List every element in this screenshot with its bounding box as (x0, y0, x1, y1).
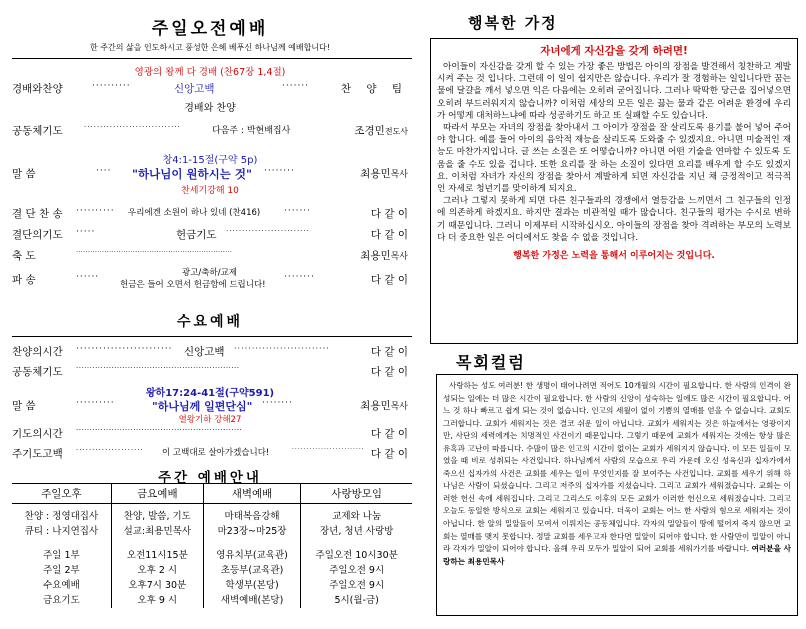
weekly-schedule-title: 주간 예배안내 (158, 470, 262, 486)
praise-subtitle: 경배와 찬양 (184, 103, 236, 114)
wed-prayer-time: 기도의시간 ····························································· 다 같 이 (12, 426, 408, 440)
table-row: 금요기도 오후 9 시 새벽예배(본당) 5시(월-금) (12, 593, 412, 608)
col-sunday-afternoon: 주일오후 (12, 484, 111, 504)
bulletin-right-page (430, 0, 806, 629)
order-community-prayer: 공동체기도 ······························ 다음주 : 박현배집사 조경민전도사 (12, 123, 408, 137)
sunday-service-title: 주일오전예배 (151, 19, 269, 39)
wednesday-service-title: 수요예배 (176, 314, 244, 330)
pastoral-column-body: 사랑하는 성도 여러분! 한 생명이 태어나려면 적어도 10개월의 시간이 필요합니다. 한 사람의 인격이 완성되는 일에는 더 많은 시간이 필요합니다. 한 사람의 신앙이 성숙하는 일에도 많은 시간이 필요합니다. 어느 것 하나 빠르고 쉽게 되는 것이 없습니다. 인고의 세월이 없이 기쁨의 열매를 얻을 수 없습니다. 교회도 그러합니다. 교회가 세워지는 것은 결코 쉬운 일이 아닙니다. 교회가 세워지는 것은 하늘에서는 영광이지만, 사단의 세력에게는 치명적인 사건이기 때문입니다. 그렇기 때문에 교회가 세워지는 것에는 항상 많은 유혹과 고난이 따릅니다. 수많이 많은 인고의 시간이 없이는 교회가 세워지지 않습니다. 이 모든 일들이 모였을 때 비로 성취되는 사건입니다. 하나님께서 사람의 모습으로 우리 가운데 오신 성육신과 십자가에서 죽으신 십자가의 사건은 교회를 세우는 일이 무엇인지를 잘 보여주는 사건입니다. 교회를 세우기 위해 하나님은 사람이 되셨습니다. 그리고 저주의 십자가를 지셨습니다. 그리고 교회가 세워졌습니다. 교회는 이러한 헌신 속에 세워집니다. 그리고 그리스도 이후의 모든 교회가 이러한 헌신으로 세워졌습니다. 그리고 오늘도 동일한 방식으로 교회는 세워지고 있습니다. 더욱이 교회는 어느 한 사람의 힘으로 세워지는 것이 아닙니다. 한 알의 밀알들이 모여서 이뤄지는 공동체입니다. 각자의 밀알들이 땅에 떨어져 죽지 않으면 교회는 열매를 맺지 못합니다. 정말 교회를 세우고자 한다면 밀알이 되어야 합니다. 한 사람만이 밀알이 아니라 각자가 밀알이 되어야 합니다. 올해 우리 모두가 밀알이 되어 교회를 세워가기를 바랍니다. 여러분을 사랑하는 최용민목사 (443, 381, 791, 566)
order-sermon: 말 씀 ···· "하나님이 원하시는 것" ········ 최용민목사 (12, 166, 408, 181)
sunday-intro: 한 주간의 삶을 인도하시고 풍성한 은혜 베푸신 하나님께 예배합니다! (90, 43, 330, 52)
order-decision-prayer: 결단의기도 ····· 헌금기도 ·························· 다 같 이 (12, 227, 408, 241)
family-article-box (430, 38, 798, 344)
order-sending: 파 송 ······ 광고/축하/교제 헌금은 들어 오면서 헌금함에 드립니다! ········ 다 같 이 (12, 268, 408, 290)
sermon-series: 찬세기강해 10 (181, 186, 239, 196)
wed-community-prayer: 공동체기도 ···························································· 다 같 이 (12, 364, 408, 378)
col-small-group: 사랑방모임 (301, 484, 412, 504)
divider (12, 58, 412, 59)
wed-sermon-title: "하나님께 일편단심" (152, 400, 253, 413)
col-dawn: 새벽예배 (203, 484, 301, 504)
call-to-worship: 영광의 왕께 다 경배 (찬67장 1,4절) (134, 67, 286, 78)
family-article-footer: 행복한 가정은 노력을 통해서 이루어지는 것입니다. (513, 251, 715, 262)
order-praise: 경배와찬양 ·········· 신앙고백 ······· 찬 양 팀 (12, 81, 408, 95)
divider (12, 336, 412, 337)
table-row: 수요예배 오후7시 30분 학생부(본당) 주일오전 9시 (12, 578, 412, 593)
family-heading: 행복한 가정 (468, 14, 558, 32)
family-article-body: 아이들이 자신감을 갖게 할 수 있는 가장 좋은 방법은 아이의 장점을 발견해서 칭찬하고 계발시켜 주는 것 입니다. 그런데 이 일이 쉽지만은 않습니다. 우리가 잘 경험하는 일입니다만 꿈는 물에 달걀을 깨서 넣으면 익은 다음에는 오히려 굳어집니다. 그러나 딱딱한 당근을 집어넣으면 오히려 부드러워지지 않습니까? 이처럼 세상의 모든 일은 끓는 물과 같은 어려운 환경에 우리가 어떻게 대처하느냐에 따라 성공하기도 하고 또 실패할 수도 있습니다. 따라서 부모는 자녀의 장점을 찾아내서 그 아이가 장점을 잘 살리도록 용기를 불어 넣어 주어야 합니다. 예를 들어 아이의 음악적 재능을 살리도록 도와줄 수 있겠지요. 아니면 미술적인 재능도 마찬가지입니다. 글 쓰는 소질은 또 어떻습니까? 아니면 어떤 기술을 연마할 수 있도록 도움을 줄 수도 있을 겁니다. 또한 요리를 잘 하는 소질이 있다면 요리를 배우게 할 수도 있겠지요. 이처럼 자녀가 자신의 장점을 찾아서 계발하게 되면 자신감을 지닌 채 긍정적이고 적극적인 자세로 청년기를 맞이하게 되지요. 그러나 그렇지 못하게 되면 다른 친구들과의 경쟁에서 열등감을 느끼면서 그 친구들의 인정에 의존하게 하겠지요. 하지만 결과는 비관적일 때가 많습니다. 친구들의 평가는 수시로 변하기 때문입니다. 그러니 이제부터 시작하십시오. 아이들의 장점을 찾아 격려하는 부모의 노력보다 더 중요한 일은 어디에서도 찾을 수 없을 것입니다. (437, 62, 791, 243)
table-header-row (12, 484, 412, 504)
table-row: 큐티 : 나지연집사 설교:최용민목사 마23장~마25장 장년, 청년 사랑방 (12, 524, 412, 548)
order-benediction: 축 도 ·································································· 최용민목사 (12, 248, 408, 262)
sunday-sermon-title: "하나님이 원하시는 것" (132, 167, 252, 181)
wed-sermon: 말 씀 ·········· "하나님께 일편단심" ········ 최용민목사 (12, 398, 408, 413)
pastoral-column-heading: 목회컬럼 (456, 353, 526, 372)
col-friday: 금요예배 (111, 484, 203, 504)
table-row: 주일 2부 오후 2 시 초등부(교육관) 주일오전 9시 (12, 563, 412, 578)
column-signature: 여러분을 사랑하는 최용민목사 (443, 544, 791, 566)
wed-scripture: 왕하17:24-41절(구약591) (145, 388, 275, 399)
table-row: 찬양 : 정영대집사 찬양, 발씀, 기도 마태복음강해 교제와 나눔 (12, 504, 412, 525)
order-decision-hymn: 결 단 찬 송 ·········· 우리에겐 소원이 하나 있네 (찬416) ······· 다 같 이 (12, 206, 408, 220)
table-row: 주일 1부 오전11시15분 영유치부(교육관) 주일오전 10시30분 (12, 548, 412, 563)
pastoral-column-box (436, 374, 798, 616)
family-article-title: 자녀에게 자신감을 갖게 하려면! (540, 45, 688, 57)
weekly-schedule-table (12, 484, 412, 608)
wed-series: 열왕기하 강해27 (178, 415, 242, 425)
wed-lords-prayer: 주기도고백 ····················· 이 고백대로 살아가겠습니다! ························· 다 같 이 (12, 446, 408, 460)
wed-praise: 찬양의시간 ························· 신앙고백 ··························· 다 같 이 (12, 344, 408, 358)
sunday-scripture: 창4:1-15절(구약 5p) (162, 155, 258, 166)
